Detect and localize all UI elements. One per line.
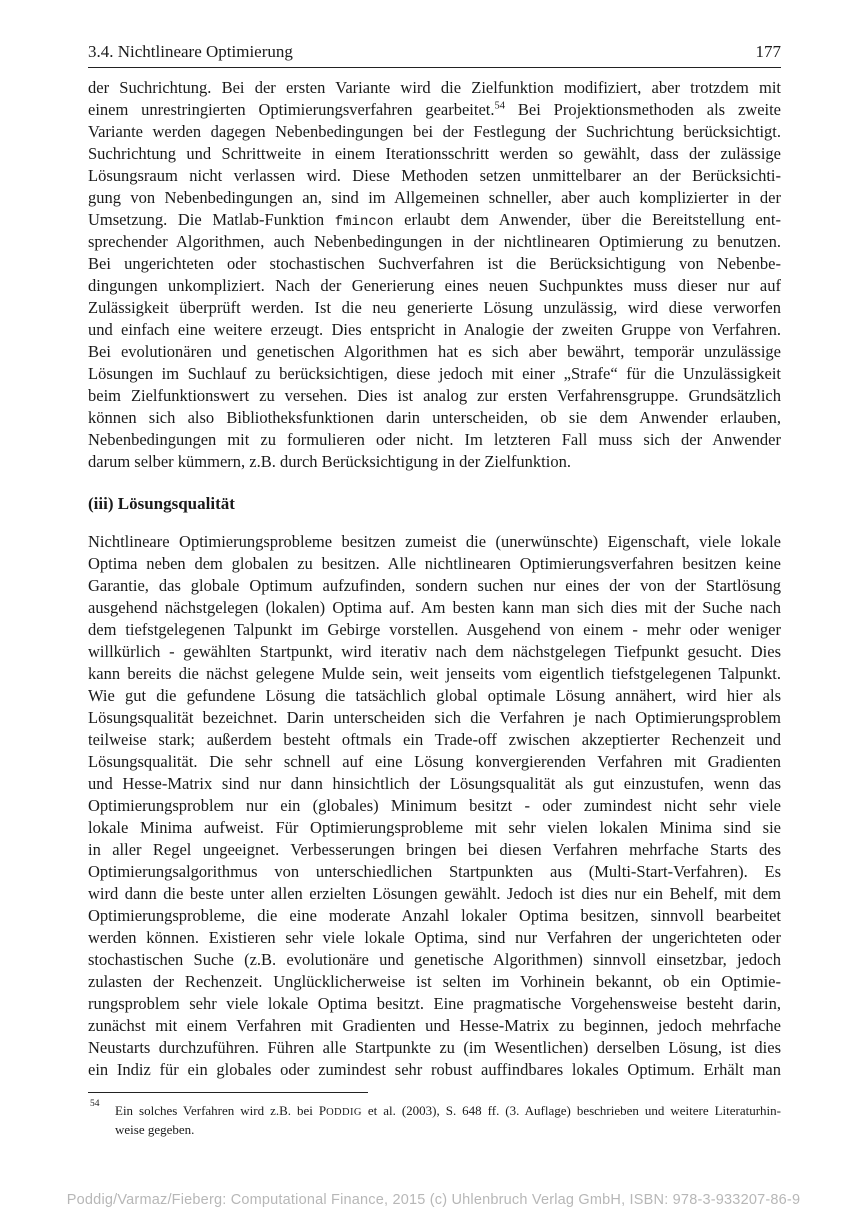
text-segment: zunächst mit einem Verfahren mit Gradienten und Hesse-Matrix zu beginnen, jedoch mehrfache [88,1016,781,1035]
text-line [88,451,781,473]
text-segment: Nichtlineare Optimierungsprobleme besitzen zumeist die (unerwünschte) Eigenschaft, viele lokale [88,532,781,551]
text-line [88,751,781,773]
text-line [88,341,781,363]
text-line [88,729,781,751]
text-line [88,905,781,927]
smallcaps-text: ODDIG [326,1107,362,1118]
text-line [88,883,781,905]
text-segment: Umsetzung. Die Matlab-Funktion [88,210,335,229]
text-line [88,553,781,575]
text-segment: und Hesse-Matrix sind nur dann hinsichtlich der Lösungsqualität als gut einzustufen, wenn das [88,774,781,793]
text-line [88,165,781,187]
text-line [88,319,781,341]
text-segment: Variante werden dagegen Nebenbedingungen bei der Festlegung der Suchrichtung berücksichtigt. [88,122,781,141]
text-line [88,619,781,641]
text-segment: darum selber kümmern, z.B. durch Berücksichtigung in der Zielfunktion. [88,452,571,471]
text-segment: können sich also Bibliotheksfunktionen darin unterscheiden, ob sie dem Anwender erlauben, [88,408,781,427]
text-segment: Bei Projektionsmethoden als zweite [505,100,781,119]
text-segment: stochastischen Suche (z.B. evolutionäre und genetische Algorithmen) sinnvoll einsetzbar, jedoch [88,950,781,969]
text-line [88,707,781,729]
text-line [88,861,781,883]
text-segment: Ein solches Verfahren wird z.B. bei P [115,1103,327,1118]
text-line [88,971,781,993]
text-line [115,1101,781,1120]
text-line [88,231,781,253]
text-line [88,385,781,407]
text-line [88,773,781,795]
text-line [88,121,781,143]
text-segment: Bei ungerichteten oder stochastischen Suchverfahren ist die Berücksichtigung von Nebenbe- [88,254,781,273]
text-line [88,407,781,429]
text-line [88,817,781,839]
text-segment: willkürlich - gewählten Startpunkt, wird iterativ nach dem nächstgelegen Tiefpunkt gesucht. Dies [88,642,781,661]
text-segment: sprechender Algorithmen, auch Nebenbedingungen in der nichtlinearen Optimierung zu benutzen. [88,232,781,251]
text-segment: Zulässigkeit überprüft werden. Ist die neu generierte Lösung unzulässig, wird diese verworfen [88,298,781,317]
section-heading: (iii) Lösungsqualität [88,494,235,513]
text-line [88,363,781,385]
text-line [88,429,781,451]
text-segment: Wie gut die gefundene Lösung die tatsächlich global optimale Lösung annähert, wird hier als [88,686,781,705]
body-paragraph-2 [88,531,781,1081]
text-line [88,99,781,121]
text-segment: werden können. Existieren sehr viele lokale Optima, sind nur Verfahren der ungerichteten oder [88,928,781,947]
text-segment: Optima neben dem globalen zu besitzen. Alle nichtlinearen Optimierungsverfahren besitzen keine [88,554,781,573]
text-line [88,187,781,209]
footnote-marker: 54 [90,1099,100,1109]
text-segment: Suchrichtung und Schrittweite in einem Iterationsschritt werden so gewählt, dass der zulässige [88,144,781,163]
text-segment: ausgehend nächstgelegen (lokalen) Optima auf. Am besten kann man sich dies mit der Suche nach [88,598,781,617]
text-segment: Nebenbedingungen mit zu formulieren oder nicht. Im letzteren Fall muss sich der Anwender [88,430,781,449]
text-segment: lokale Minima aufweist. Für Optimierungsprobleme mit sehr vielen lokalen Minima sind sie [88,818,781,837]
text-segment: einem unrestringierten Optimierungsverfahren gearbeitet. [88,100,495,119]
text-line [88,297,781,319]
text-line [88,1015,781,1037]
text-line [88,209,781,231]
text-line [88,143,781,165]
text-segment: in aller Regel ungeeignet. Verbesserungen bringen bei diesen Verfahren mehrfache Starts des [88,840,781,859]
text-segment: erlaubt dem Anwender, über die Bereitstellung ent- [393,210,781,229]
text-segment: Lösungsqualität bezeichnet. Darin unterscheiden sich die Verfahren je nach Optimierungsproblem [88,708,781,727]
text-line [88,839,781,861]
text-segment: der Suchrichtung. Bei der ersten Variante wird die Zielfunktion modifiziert, aber trotzdem mit [88,78,781,97]
text-segment: weise gegeben. [115,1122,195,1137]
text-line [88,575,781,597]
text-segment: Optimierungsprobleme, die eine moderate Anzahl lokaler Optima besitzen, sinnvoll bearbeitet [88,906,781,925]
copyright-line: Poddig/Varmaz/Fieberg: Computational Finance, 2015 (c) Uhlenbruch Verlag GmbH, ISBN: 978-3-933207-86-9 [66,1192,801,1208]
text-segment: Optimierungsproblem nur ein (globales) Minimum besitzt - oder zumindest nicht sehr viele [88,796,781,815]
text-segment: Lösungsraum nicht verlassen wird. Diese Methoden setzen unmittelbarer an der Berücksichti- [88,166,781,185]
text-segment: und einfach eine weitere erzeugt. Dies entspricht in Analogie der zweiten Gruppe von Verfahren. [88,320,781,339]
footnote-rule [88,1092,368,1093]
text-segment: Lösungsqualität. Die sehr schnell auf eine Lösung konvergierenden Verfahren mit Gradienten [88,752,781,771]
footnote-text [88,1101,781,1139]
text-line [88,663,781,685]
inline-code: fmincon [334,214,394,230]
text-segment: Garantie, das globale Optimum aufzufinden, sondern suchen nur eines der von der Startlösung [88,576,781,595]
text-line [88,1059,781,1081]
text-line [88,597,781,619]
text-line [88,531,781,553]
text-line [88,949,781,971]
text-segment: wird dann die beste unter allen erzielten Lösungen gewählt. Jedoch ist dies nur ein Behelf, mit dem [88,884,781,903]
text-segment: rungsproblem sehr viele lokale Optima besitzt. Eine pragmatische Vorgehensweise besteht darin, [88,994,781,1013]
text-line [88,795,781,817]
body-paragraph-1 [88,77,781,473]
text-line [88,641,781,663]
text-line [115,1120,781,1139]
text-segment: Neustarts durchzuführen. Führen alle Startpunkte zu (im Wesentlichen) derselben Lösung, ist dies [88,1038,781,1057]
text-segment: Optimierungsalgorithmus von unterschiedlichen Startpunkten aus (Multi-Start-Verfahren). Es [88,862,781,881]
text-line [88,685,781,707]
text-line [88,77,781,99]
text-line [88,275,781,297]
text-segment: dem tiefstgelegenen Talpunkt im Gebirge vorstellen. Ausgehend von einem - mehr oder weniger [88,620,781,639]
text-segment: teilweise stark; außerdem besteht oftmals ein Trade-off zwischen akzeptierter Rechenzeit und [88,730,781,749]
page-number: 177 [755,42,781,61]
text-line [88,253,781,275]
text-segment: kann bereits die nächst gelegene Mulde sein, weit jenseits vom eigentlich tiefstgelegenen Talpunkt. [88,664,781,683]
text-segment: et al. (2003), S. 648 ff. (3. Auflage) beschrieben und weitere Literaturhin- [361,1103,781,1118]
text-segment: zulasten der Rechenzeit. Unglücklicherweise ist selten im Vorhinein bekannt, ob ein Optimie- [88,972,781,991]
text-line [88,1037,781,1059]
text-segment: beim Zielfunktionswert zu versehen. Dies ist analog zur ersten Verfahrensgruppe. Grundsätzlich [88,386,781,405]
text-segment: ein Indiz für ein globales oder zumindest sehr robust auffindbares lokales Optimum. Erhält man [88,1060,781,1079]
footnote-ref: 54 [494,100,505,112]
text-segment: Bei evolutionären und genetischen Algorithmen hat es sich aber bewährt, temporär unzulässige [88,342,781,361]
page-header [88,42,781,68]
text-segment: Lösungen im Suchlauf zu berücksichtigen, diese jedoch mit einer „Strafe“ für die Unzulässigkeit [88,364,781,383]
running-head: 3.4. Nichtlineare Optimierung [88,42,293,61]
text-segment: gung von Nebenbedingungen an, sind im Allgemeinen schneller, aber auch komplizierter in der [88,188,781,207]
footnote [88,1101,781,1139]
text-line [88,993,781,1015]
text-line [88,927,781,949]
text-segment: dingungen unkompliziert. Nach der Generierung eines neuen Suchpunktes muss dieser nur auf [88,276,781,295]
